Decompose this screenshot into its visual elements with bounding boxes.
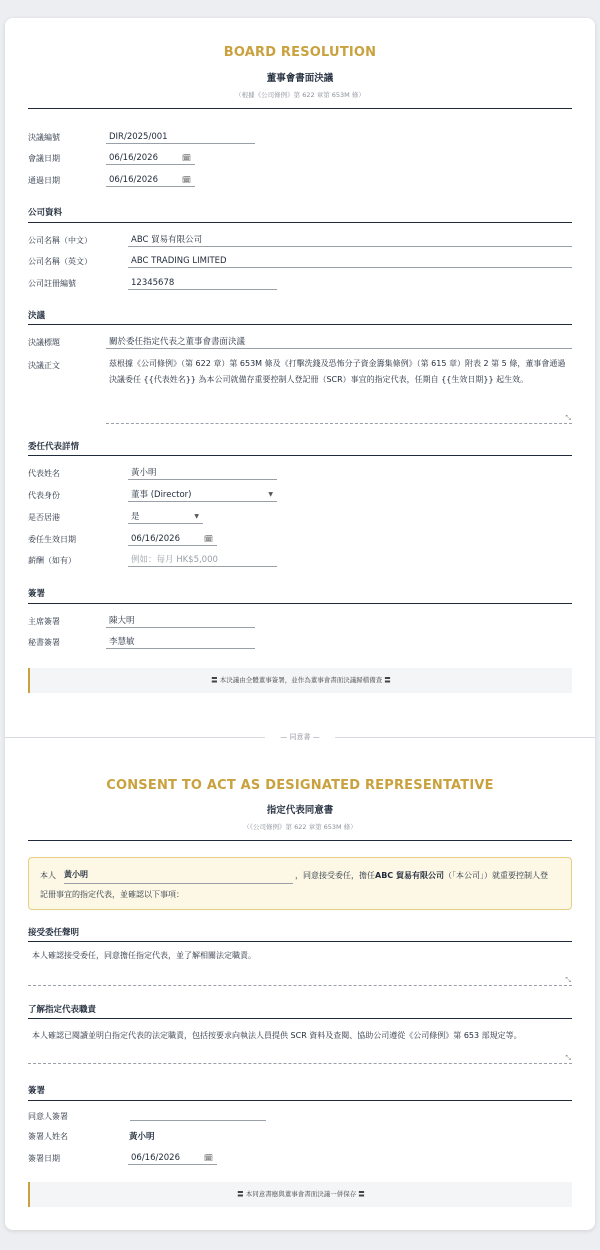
rep-name-field[interactable]: 黃小明 xyxy=(128,466,277,480)
rep-name-label: 代表姓名 xyxy=(28,469,60,478)
company-reg-no-field[interactable]: 12345678 xyxy=(128,276,277,290)
consent-intro-box xyxy=(28,857,572,910)
rep-effective-value: 06/16/2026 xyxy=(131,534,180,544)
rep-resident-select[interactable] xyxy=(128,510,203,524)
meeting-date-field[interactable] xyxy=(106,151,195,165)
secretary-sign-field[interactable]: 李慧敏 xyxy=(106,635,255,649)
sign-date-value: 06/16/2026 xyxy=(131,1153,180,1163)
consent-subtitle: （《公司條例》第 622 章第 653M 條） xyxy=(243,823,357,831)
company-name-zh-label: 公司名稱（中文） xyxy=(28,236,92,245)
duty-heading: 了解指定代表職責 xyxy=(28,1005,97,1015)
header-rule xyxy=(28,108,572,109)
sign-date-label: 簽署日期 xyxy=(28,1154,60,1163)
consent-intro-mid: ，同意接受委任，擔任 xyxy=(295,871,375,880)
consent-title-zh: 指定代表同意書 xyxy=(266,805,334,816)
resolution-rule xyxy=(28,324,572,325)
company-name-zh-field[interactable]: ABC 貿易有限公司 xyxy=(128,233,572,247)
resolution-body-text: 茲根據《公司條例》（第 622 章）第 653M 條及《打擊洗錢及恐怖分子資金籌集條例》（第 615 章）附表 2 第 5 條，董事會通過決議委任 {{代表姓名}} 為本公司就備存重要控制人登記冊（SCR）事宜的指定代表，任期自 {{生效日期}} 起生效。 xyxy=(109,359,566,384)
passed-date-value: 06/16/2026 xyxy=(109,175,158,185)
consent-note: 〓 本同意書應與董事會書面決議一併保存 〓 xyxy=(28,1182,572,1207)
duty-textarea[interactable] xyxy=(28,1028,572,1064)
consent-intro-prefix: 本人 xyxy=(40,871,56,880)
rep-capacity-value: 董事 (Director) xyxy=(131,490,192,500)
duty-text: 本人確認已閱讀並明白指定代表的法定職責，包括按要求向執法人員提供 SCR 資料及查閱、協助公司遵從《公司條例》第 653 部規定等。 xyxy=(32,1031,522,1040)
rep-resident-value: 是 xyxy=(131,512,140,522)
representative-rule xyxy=(28,455,572,456)
duty-rule xyxy=(28,1018,572,1019)
rep-fee-label: 薪酬（如有） xyxy=(28,556,76,565)
sign-date-field[interactable] xyxy=(128,1151,217,1165)
consent-intro-line1 xyxy=(295,870,548,881)
calendar-icon[interactable]: 🗓 xyxy=(204,1154,213,1162)
consent-intro-company: ABC 貿易有限公司 xyxy=(375,871,444,880)
chair-sign-field[interactable]: 陳大明 xyxy=(106,614,255,628)
resolution-no-label: 決議編號 xyxy=(28,133,60,142)
rep-effective-field[interactable] xyxy=(128,532,217,546)
consent-header-rule xyxy=(28,840,572,841)
resolution-note: 〓 本決議由全體董事簽署，並作為董事會書面決議歸檔備查 〓 xyxy=(28,668,572,693)
rep-fee-input[interactable]: 例如：每月 HK$5,000 xyxy=(128,553,277,567)
meeting-date-label: 會議日期 xyxy=(28,154,60,163)
signer-sig-field[interactable] xyxy=(130,1107,266,1121)
signing-rule xyxy=(28,603,572,604)
consent-title-en: CONSENT TO ACT AS DESIGNATED REPRESENTATIVE xyxy=(106,778,494,793)
calendar-icon[interactable]: 🗓 xyxy=(182,154,191,162)
document-card xyxy=(5,18,595,1230)
representative-heading: 委任代表詳情 xyxy=(28,442,80,452)
company-rule xyxy=(28,222,572,223)
rep-capacity-select[interactable] xyxy=(128,488,277,502)
resolution-title-field[interactable]: 關於委任指定代表之董事會書面決議 xyxy=(106,335,572,349)
resolution-title-label: 決議標題 xyxy=(28,338,60,347)
resolution-subtitle: （根據《公司條例》第 622 章第 653M 條） xyxy=(235,91,365,99)
resolution-body-textarea[interactable] xyxy=(106,356,572,424)
calendar-icon[interactable]: 🗓 xyxy=(204,535,213,543)
resolution-body-label: 決議正文 xyxy=(28,361,60,370)
consent-intro-line2: 記冊事宜的指定代表，並確認以下事項： xyxy=(40,890,184,899)
chair-sign-label: 主席簽署 xyxy=(28,617,60,626)
accept-textarea[interactable] xyxy=(28,948,572,986)
consent-intro-suffix: （「本公司」）就重要控制人登 xyxy=(443,871,548,880)
company-name-en-field[interactable]: ABC TRADING LIMITED xyxy=(128,254,572,268)
calendar-icon[interactable]: 🗓 xyxy=(182,176,191,184)
rep-capacity-label: 代表身份 xyxy=(28,491,60,500)
chevron-down-icon[interactable]: ▼ xyxy=(194,513,199,520)
section-divider-label: — 同意書 — xyxy=(265,732,335,742)
resolution-title-zh: 董事會書面決議 xyxy=(266,73,334,84)
meeting-date-value: 06/16/2026 xyxy=(109,153,158,163)
accept-heading: 接受委任聲明 xyxy=(28,928,80,938)
signer-name-label: 簽署人姓名 xyxy=(28,1132,68,1141)
consent-sign-heading: 簽署 xyxy=(28,1086,46,1096)
resize-grip-icon[interactable]: ⤡ xyxy=(565,976,571,984)
resolution-no-field[interactable]: DIR/2025/001 xyxy=(106,130,255,144)
company-name-en-label: 公司名稱（英文） xyxy=(28,257,92,266)
company-reg-no-label: 公司註冊編號 xyxy=(28,279,76,288)
accept-text: 本人確認接受委任，同意擔任指定代表，並了解相關法定職責。 xyxy=(32,951,256,960)
signer-sig-label: 同意人簽署 xyxy=(28,1112,68,1121)
accept-rule xyxy=(28,941,572,942)
chevron-down-icon[interactable]: ▼ xyxy=(268,491,273,498)
resize-grip-icon[interactable]: ⤡ xyxy=(565,414,571,422)
secretary-sign-label: 秘書簽署 xyxy=(28,638,60,647)
resolution-heading: 決議 xyxy=(28,311,46,321)
rep-resident-label: 是否居港 xyxy=(28,513,60,522)
signing-heading: 簽署 xyxy=(28,589,46,599)
passed-date-label: 通過日期 xyxy=(28,176,60,185)
passed-date-field[interactable] xyxy=(106,173,195,187)
consent-sign-rule xyxy=(28,1100,572,1101)
resolution-title-en: BOARD RESOLUTION xyxy=(223,45,377,60)
consent-name-field[interactable]: 黃小明 xyxy=(64,869,293,884)
resize-grip-icon[interactable]: ⤡ xyxy=(565,1054,571,1062)
company-heading: 公司資料 xyxy=(28,208,63,218)
signer-name: 黃小明 xyxy=(129,1132,155,1142)
rep-effective-label: 委任生效日期 xyxy=(28,535,76,544)
